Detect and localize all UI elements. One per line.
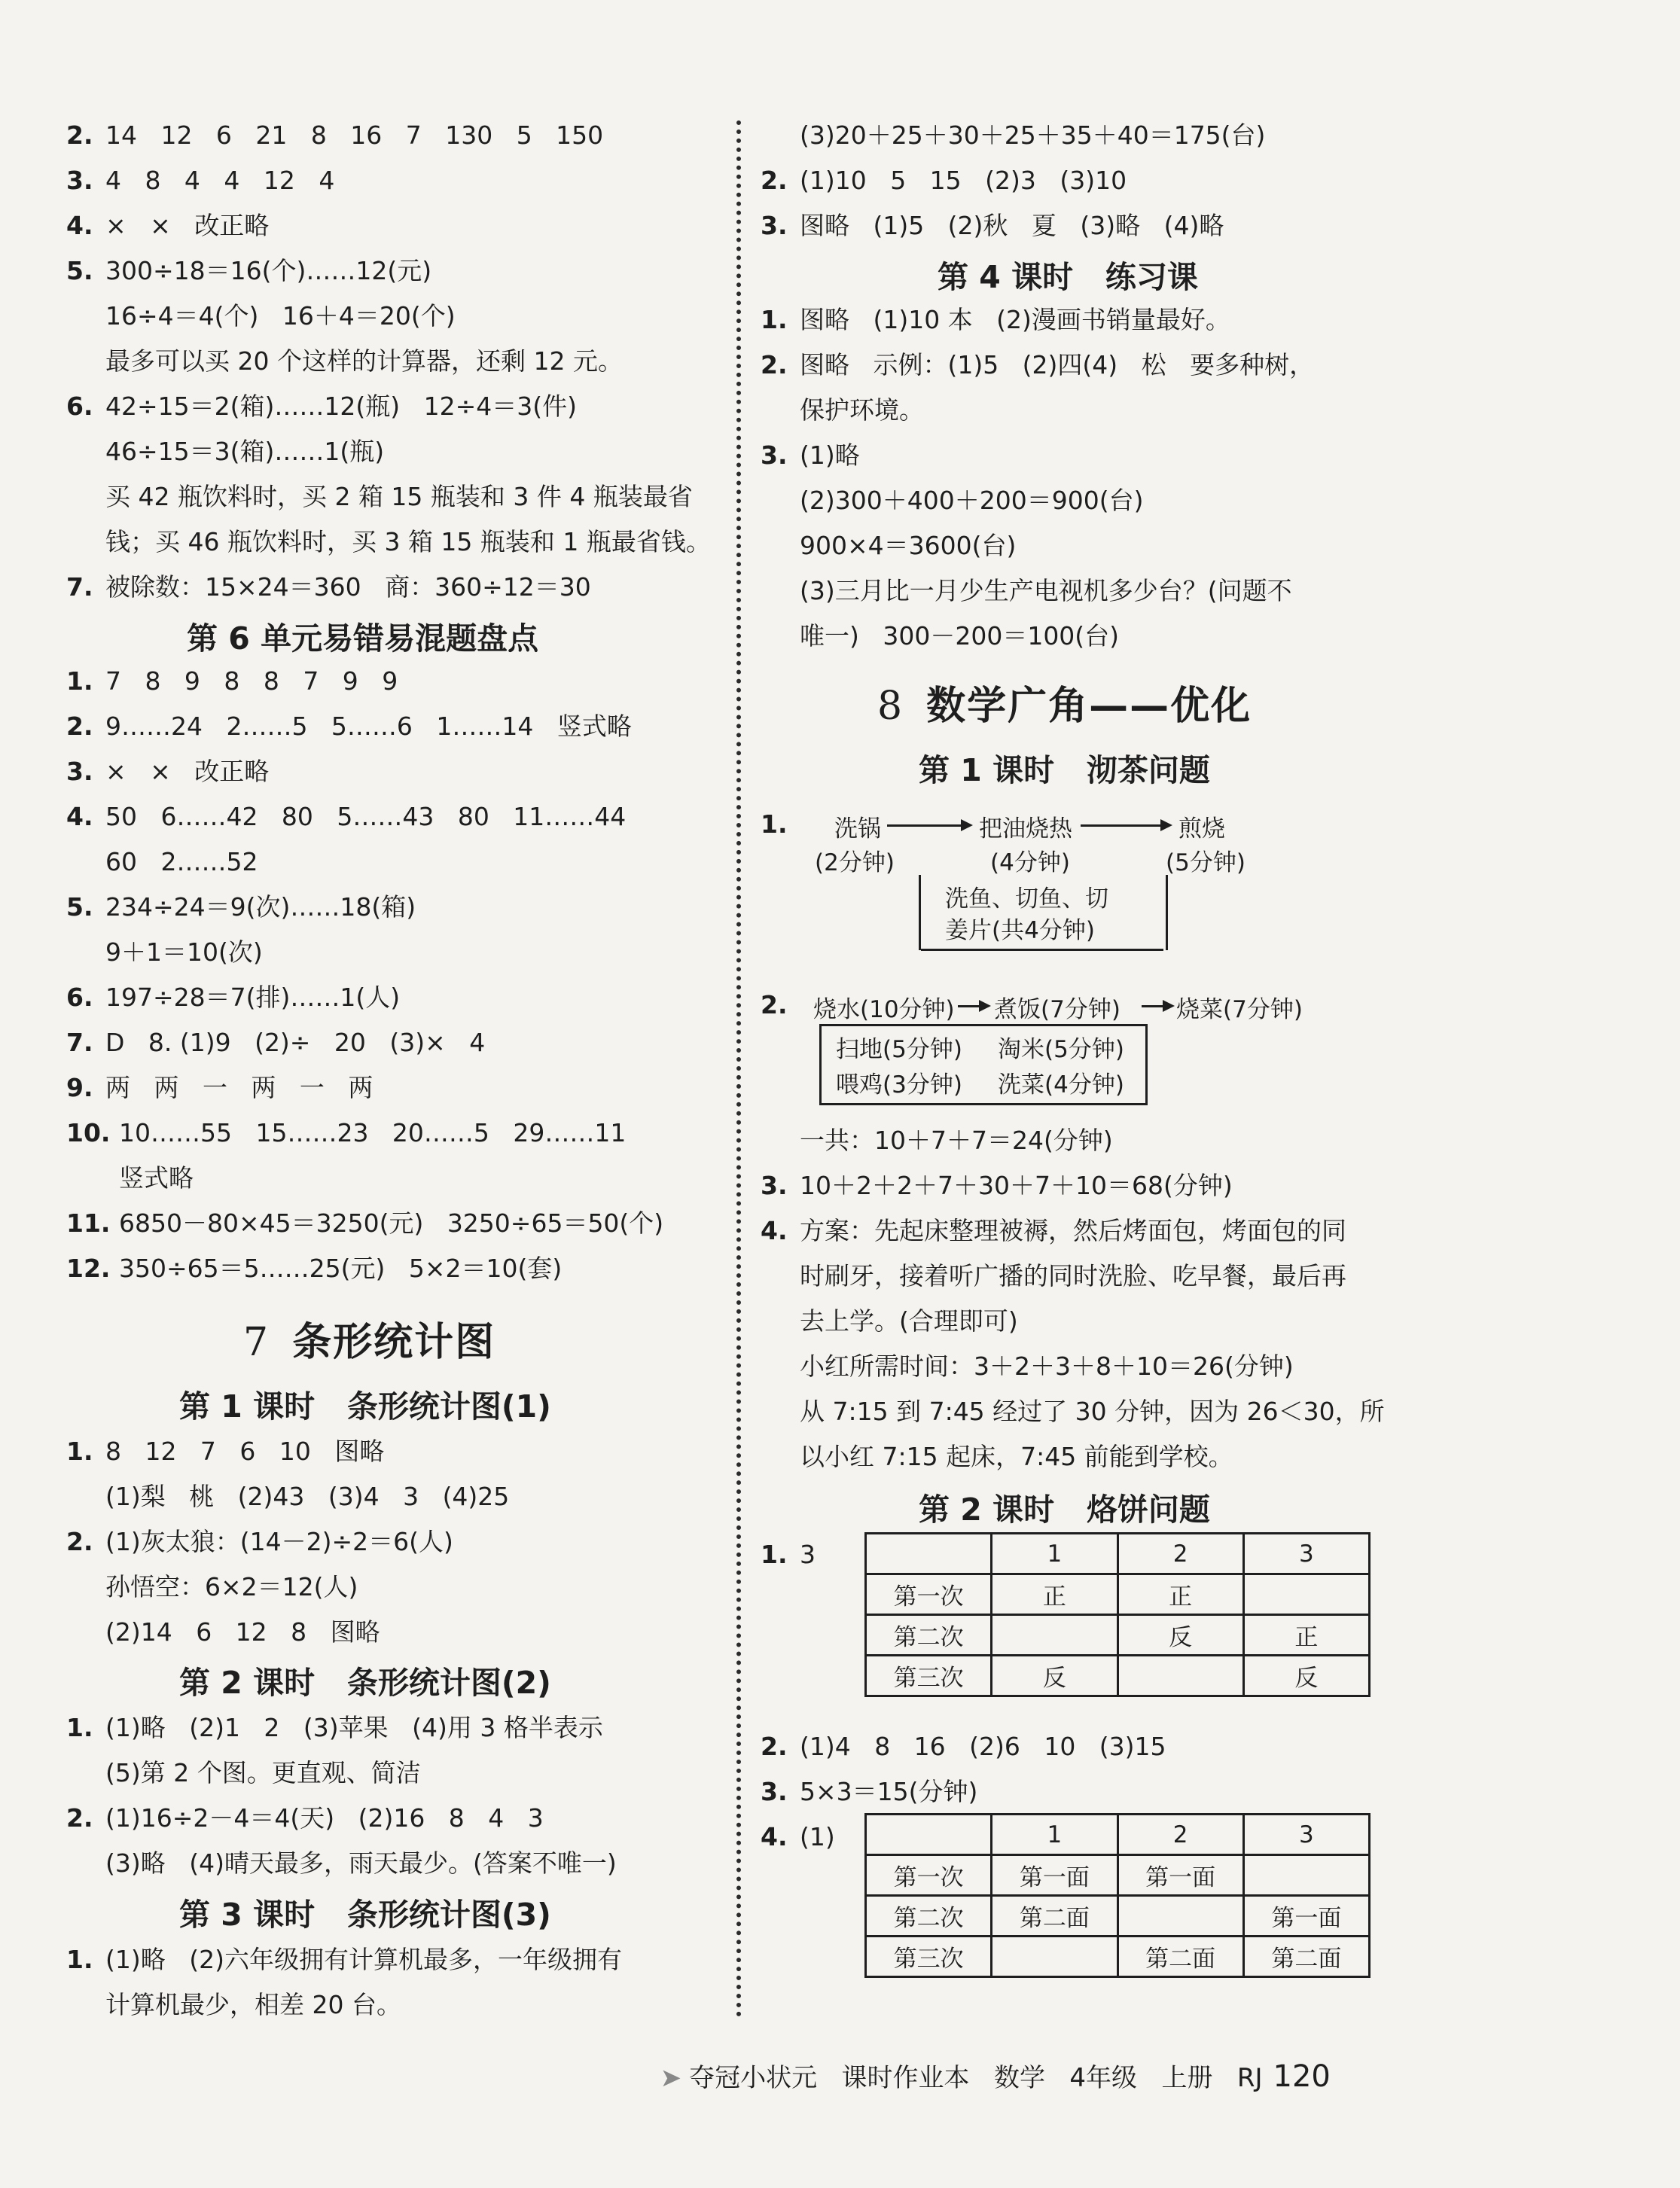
item-number: 1. [66,1437,93,1466]
item-number: 6. [66,392,93,421]
unit-title: 条形统计图 [292,1320,496,1365]
answer-continuation: (2)14 6 12 8 图略 [105,1617,380,1647]
answer-continuation: 去上学。(合理即可) [800,1306,1018,1336]
pancake-table-1 [864,1532,1371,1697]
answer-text: 14 12 6 21 8 16 7 130 5 150 [105,120,604,150]
table-cell: 第三次 [866,1656,992,1696]
answer-text: 9……24 2……5 5……6 1……14 竖式略 [105,712,632,741]
answer-line [761,350,1314,380]
answer-line [66,1713,603,1743]
answer-text: (1)略 (2)六年级拥有计算机最多，一年级拥有 [105,1945,622,1974]
answer-continuation: 小红所需时间：3＋2＋3＋8＋10＝26(分钟) [800,1352,1294,1381]
item-number: 2. [66,1527,93,1556]
flow-step-time: (2分钟) [815,849,895,876]
answer-continuation: (3)三月比一月少生产电视机多少台？(问题不 [800,576,1292,605]
bracket-line [1166,875,1168,950]
flow-step-cook-dish: 烧菜(7分钟) [1176,996,1303,1023]
answer-line [66,1803,544,1833]
lesson-heading: 第 2 课时 烙饼问题 [919,1492,1210,1528]
table-row [866,1896,1370,1937]
flow-step-fry: 煎烧 [1178,815,1225,843]
item-number: 1. [66,1945,93,1974]
table-cell [1243,1855,1369,1896]
answer-text: 8 12 7 6 10 图略 [105,1437,385,1466]
page-footer [644,2027,1331,2094]
answer-continuation: 唯一) 300－200＝100(台) [800,621,1120,651]
arrow-icon [887,824,970,827]
answer-line [761,166,1127,196]
answer-text: 234÷24＝9(次)……18(箱) [105,892,416,922]
table-cell: 第二面 [992,1896,1117,1937]
answer-line [761,1171,1233,1201]
answer-text: 10＋2＋2＋7＋30＋7＋10＝68(分钟) [800,1171,1233,1200]
answer-continuation: 最多可以买 20 个这样的计算器，还剩 12 元。 [105,346,623,376]
table-cell: 第一面 [1117,1855,1243,1896]
table-cell [866,1534,992,1574]
item-number: 6. [66,983,93,1012]
flow-parallel-task: 洗菜(4分钟) [998,1071,1124,1099]
table-cell: 第一面 [1243,1896,1369,1937]
section-heading: 第 6 单元易错易混题盘点 [187,620,539,657]
table-cell: 正 [992,1574,1117,1615]
answer-line [66,392,577,422]
answer-text: 图略 (1)5 (2)秋 夏 (3)略 (4)略 [800,211,1224,240]
lesson-heading: 第 1 课时 条形统计图(1) [179,1388,551,1425]
lesson-heading: 第 2 课时 条形统计图(2) [179,1665,551,1701]
answer-text: 图略 示例：(1)5 (2)四(4) 松 要多种树， [800,350,1315,379]
unit-heading [243,1310,495,1367]
item-number: 4. [66,211,93,240]
answer-text: × × 改正略 [105,757,270,786]
unit-heading [877,674,1252,730]
table-cell: 3 [1243,1815,1369,1855]
answer-line [761,1822,835,1852]
answer-line [66,1073,373,1103]
table-row [866,1574,1370,1615]
item-number: 12. [66,1254,111,1283]
answer-continuation: 46÷15＝3(箱)……1(瓶) [105,437,385,466]
answer-line [66,1527,453,1557]
answer-text: (1)4 8 16 (2)6 10 (3)15 [800,1732,1166,1761]
answer-line [66,666,398,696]
flow-step-time: (4分钟) [990,849,1070,876]
bracket-line [921,949,1163,951]
item-number: 3. [761,440,788,470]
table-cell: 3 [1243,1534,1369,1574]
answer-line [66,120,603,151]
answer-text: 350÷65＝5……25(元) 5×2＝10(套) [119,1254,563,1283]
answer-continuation: 16÷4＝4(个) 16＋4＝20(个) [105,301,456,331]
answer-text: (1)灰太狼：(14－2)÷2＝6(人) [105,1527,453,1556]
flow-parallel-task: 扫地(5分钟) [836,1036,962,1063]
table-header-row [866,1815,1370,1855]
answer-text: (1)略 [800,440,860,470]
unit-title: 数学广角——优化 [926,684,1252,729]
answer-continuation: 时刷牙，接着听广播的同时洗脸、吃早餐，最后再 [800,1261,1346,1291]
item-number: 7. [66,572,93,602]
answer-line [66,256,431,286]
answer-line [66,983,400,1013]
item-number: 4. [761,1216,788,1245]
item-number: 9. [66,1073,93,1102]
item-number: 3. [66,757,93,786]
answer-line [66,211,269,241]
answer-text: 两 两 一 两 一 两 [105,1073,374,1102]
flow-parallel-task: 淘米(5分钟) [998,1036,1124,1063]
flow-step-wash-pot: 洗锅 [834,815,881,843]
answer-text: 50 6……42 80 5……43 80 11……44 [105,802,627,831]
answer-continuation: 9＋1＝10(次) [105,937,263,967]
answer-continuation: 900×4＝3600(台) [800,531,1017,560]
answer-line [66,1945,622,1975]
item-number: 5. [66,256,93,285]
item-number: 10. [66,1118,111,1147]
table-cell: 反 [1117,1615,1243,1656]
answer-line [66,1437,384,1467]
answer-continuation: (2)300＋400＋200＝900(台) [800,486,1144,515]
table-row [866,1855,1370,1896]
table-cell: 第三次 [866,1937,992,1977]
answer-continuation: 保护环境。 [800,395,924,425]
table-cell: 第二次 [866,1896,992,1937]
answer-text: × × 改正略 [105,211,270,240]
answer-line [66,572,591,602]
item-number: 11. [66,1208,111,1238]
answer-continuation: (5)第 2 个图。更直观、简洁 [105,1758,421,1787]
table-header-row [866,1534,1370,1574]
table-cell [1243,1574,1369,1615]
bracket-line [919,875,921,950]
item-number: 3. [761,1171,788,1200]
answer-text: D 8. (1)9 (2)÷ 20 (3)× 4 [105,1028,486,1057]
answer-text: 4 8 4 4 12 4 [105,166,335,195]
item-number: 1. [761,305,788,334]
table-cell: 第二面 [1243,1937,1369,1977]
answer-text: 300÷18＝16(个)……12(元) [105,256,432,285]
table-cell: 第一次 [866,1855,992,1896]
answer-line [761,1732,1166,1762]
unit-number: 7 [243,1320,270,1365]
answer-line [66,802,626,832]
item-number: 2. [66,1803,93,1833]
book-title: 夺冠小状元 课时作业本 数学 4年级 上册 RJ [689,2063,1263,2093]
item-number: 7. [66,1028,93,1057]
table-row [866,1615,1370,1656]
answer-line [66,1208,663,1239]
answer-text: (1)略 (2)1 2 (3)苹果 (4)用 3 格半表示 [105,1713,603,1742]
answer-line [761,305,1230,335]
answer-line [761,1777,977,1807]
answer-continuation: 从 7:15 到 7:45 经过了 30 分钟，因为 26＜30，所 [800,1397,1385,1426]
table-row [866,1937,1370,1977]
answer-text: (1) [800,1822,835,1851]
answer-continuation: (3)略 (4)晴天最多，雨天最少。(答案不唯一) [105,1848,617,1878]
flow-step-boil-water: 烧水(10分钟) [813,996,955,1023]
answer-text: 10……55 15……23 20……5 29……11 [119,1118,627,1147]
arrow-icon: ➤ [660,2063,682,2093]
item-number: 3. [761,211,788,240]
item-number: 4. [66,802,93,831]
table-cell: 2 [1117,1534,1243,1574]
item-number: 2. [66,120,93,150]
answer-line [761,1540,816,1570]
table-row [866,1656,1370,1696]
item-number: 3. [761,1777,788,1806]
item-number: 2. [66,712,93,741]
lesson-heading: 第 4 课时 练习课 [938,259,1198,295]
answer-text: 7 8 9 8 8 7 9 9 [105,666,398,696]
item-number: 1. [761,809,788,839]
answer-text: 197÷28＝7(排)……1(人) [105,983,401,1012]
answer-continuation: 钱；买 46 瓶饮料时，买 3 箱 15 瓶装和 1 瓶最省钱。 [105,527,711,556]
answer-text: (1)16÷2－4＝4(天) (2)16 8 4 3 [105,1803,544,1833]
item-number: 1. [66,1713,93,1742]
answer-line [66,1118,626,1148]
answer-continuation: 竖式略 [119,1163,194,1193]
answer-text: 42÷15＝2(箱)……12(瓶) 12÷4＝3(件) [105,392,577,421]
table-cell [866,1815,992,1855]
arrow-icon [958,1005,988,1007]
answer-line [761,211,1224,241]
answer-text: 被除数：15×24＝360 商：360÷12＝30 [105,572,591,602]
answer-line [66,892,416,922]
flow-step-time: (5分钟) [1166,849,1246,876]
item-number: 2. [761,1732,788,1761]
flow-parallel-task: 喂鸡(3分钟) [836,1071,962,1099]
page-number: 120 [1273,2059,1331,2094]
item-number: 2. [761,166,788,195]
flow-step-cook-rice: 煮饭(7分钟) [994,996,1121,1023]
item-number: 1. [761,1540,788,1569]
table-cell: 第二面 [1117,1937,1243,1977]
answer-continuation: 计算机最少，相差 20 台。 [105,1990,401,2019]
flow-parallel-task: 姜片(共4分钟) [945,917,1095,944]
column-divider [736,120,741,2018]
table-cell: 正 [1117,1574,1243,1615]
flow-step-heat-oil: 把油烧热 [979,815,1072,843]
flow-parallel-task: 洗鱼、切鱼、切 [945,885,1108,913]
answer-line [761,440,860,471]
table-cell [992,1615,1117,1656]
answer-line [66,757,269,787]
item-number: 3. [66,166,93,195]
answer-line [66,166,334,196]
answer-line [66,1028,485,1058]
table-cell: 反 [1243,1656,1369,1696]
answer-continuation: 一共：10＋7＋7＝24(分钟) [800,1126,1113,1155]
answer-continuation: 孙悟空：6×2＝12(人) [105,1572,358,1601]
table-cell: 第一次 [866,1574,992,1615]
table-cell: 第二次 [866,1615,992,1656]
answer-text: 方案：先起床整理被褥，然后烤面包，烤面包的同 [800,1216,1346,1245]
table-cell [1117,1896,1243,1937]
item-number: 5. [66,892,93,922]
item-number: 4. [761,1822,788,1851]
item-number: 2. [761,990,788,1019]
item-number: 1. [66,666,93,696]
answer-text: 6850－80×45＝3250(元) 3250÷65＝50(个) [119,1208,664,1238]
unit-number: 8 [877,684,904,729]
arrow-icon [1142,1005,1172,1007]
table-cell [992,1937,1117,1977]
answer-text: 3 [800,1540,816,1569]
answer-continuation: 以小红 7:15 起床，7:45 前能到学校。 [800,1442,1233,1471]
answer-text: 图略 (1)10 本 (2)漫画书销量最好。 [800,305,1230,334]
lesson-heading: 第 1 课时 沏茶问题 [919,752,1210,788]
answer-continuation: 买 42 瓶饮料时，买 2 箱 15 瓶装和 3 件 4 瓶装最省 [105,482,693,511]
table-cell: 反 [992,1656,1117,1696]
answer-line [761,1216,1346,1246]
arrow-icon [1081,824,1169,827]
answer-continuation: (1)梨 桃 (2)43 (3)4 3 (4)25 [105,1482,510,1511]
answer-continuation: 60 2……52 [105,847,258,876]
answer-text: 5×3＝15(分钟) [800,1777,978,1806]
pancake-table-2 [864,1813,1371,1978]
table-cell: 1 [992,1815,1117,1855]
item-number: 2. [761,350,788,379]
answer-text: (1)10 5 15 (2)3 (3)10 [800,166,1127,195]
answer-line [66,712,632,742]
table-cell: 正 [1243,1615,1369,1656]
table-cell: 2 [1117,1815,1243,1855]
answer-continuation: (3)20＋25＋30＋25＋35＋40＝175(台) [800,120,1266,150]
answer-line [66,1254,562,1284]
table-cell: 1 [992,1534,1117,1574]
lesson-heading: 第 3 课时 条形统计图(3) [179,1897,551,1933]
table-cell: 第一面 [992,1855,1117,1896]
table-cell [1117,1656,1243,1696]
